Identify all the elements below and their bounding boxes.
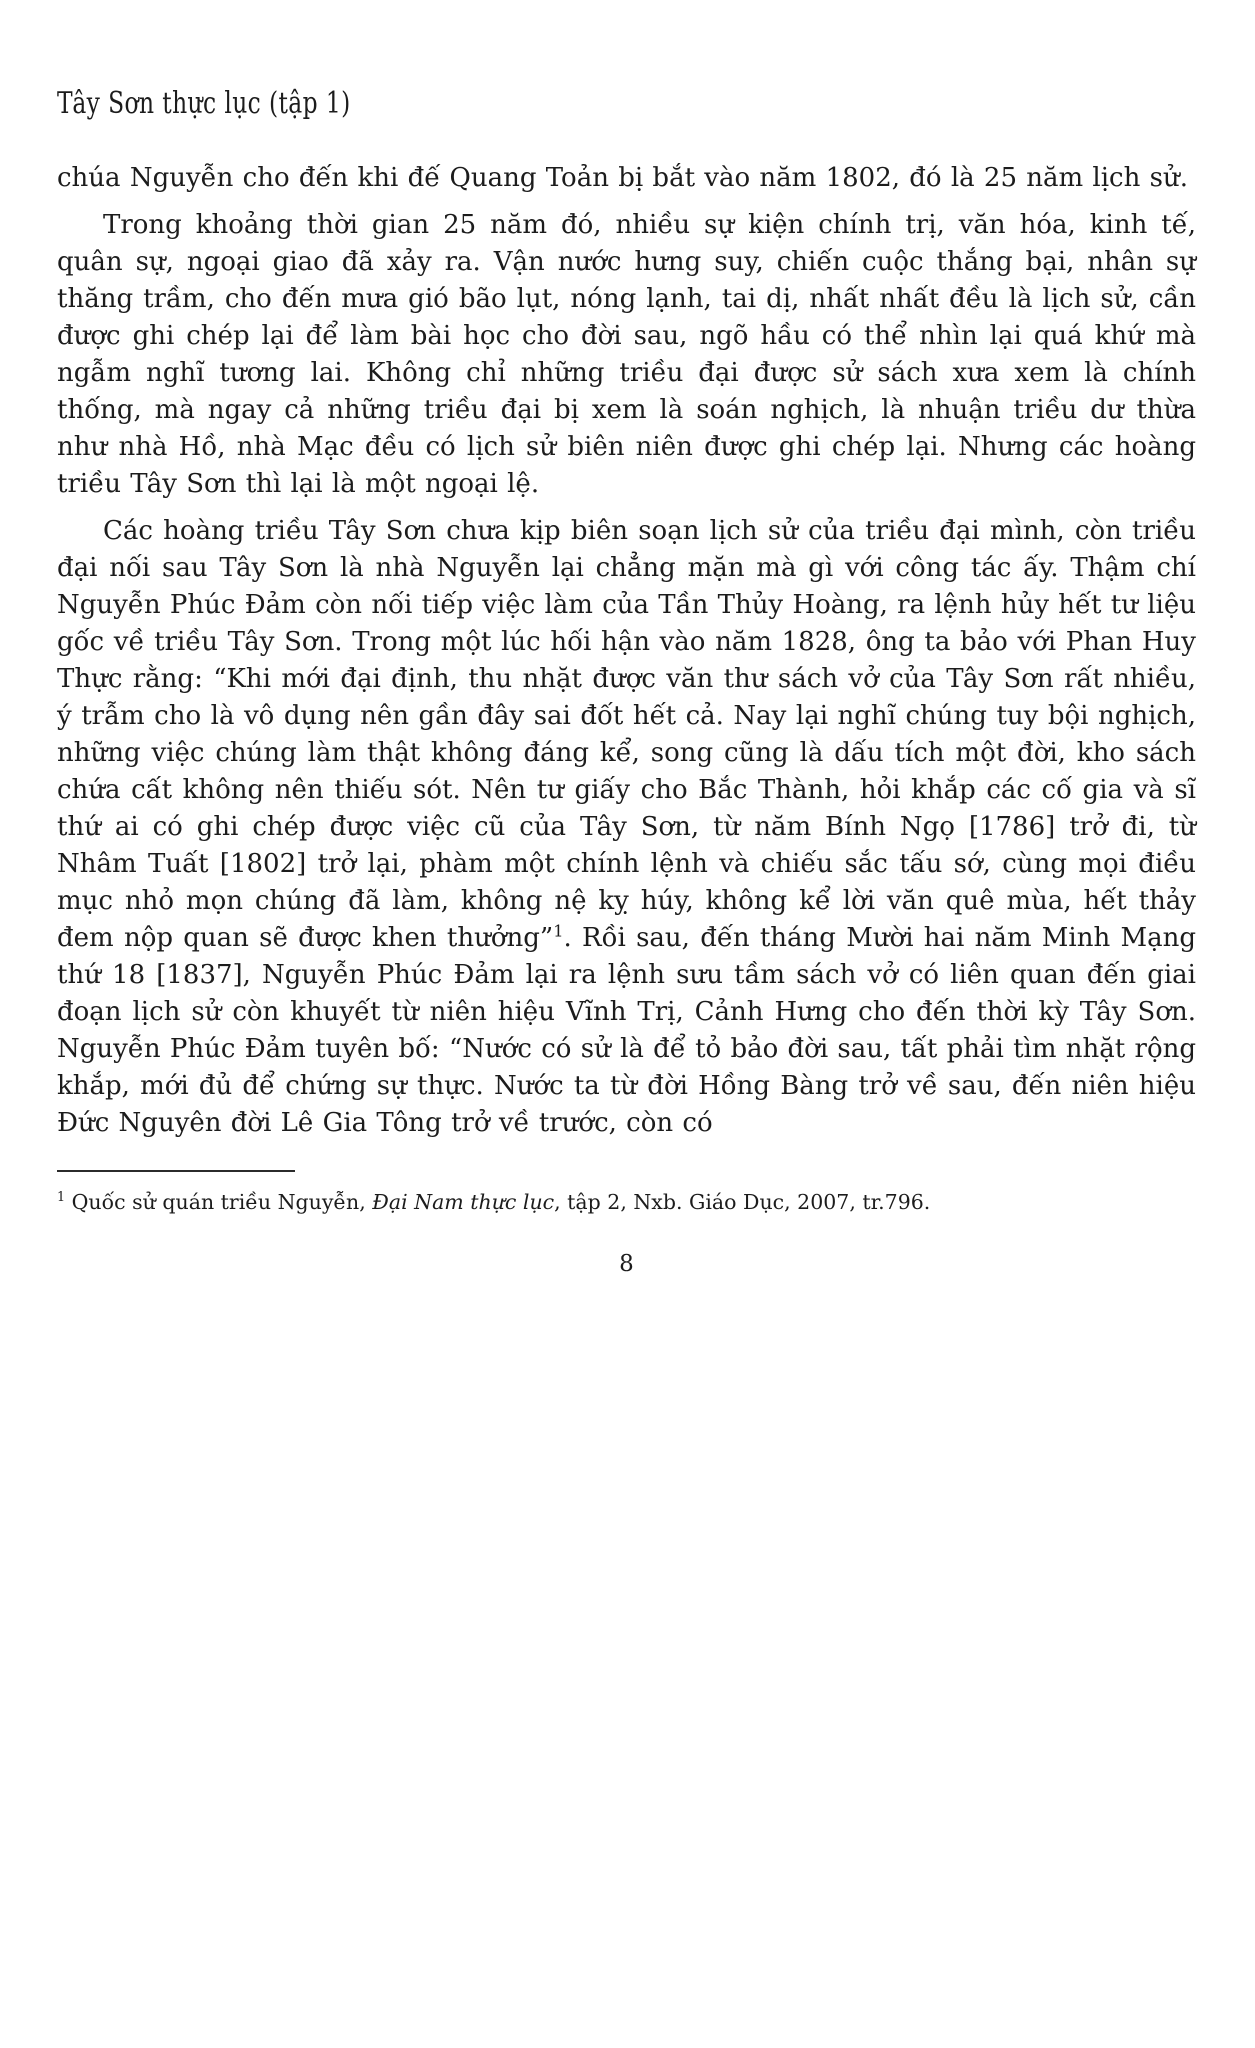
footnote-italic-text: Đại Nam thực lục bbox=[372, 1190, 555, 1214]
paragraph-2-text: Trong khoảng thời gian 25 năm đó, nhiều sự kiện chính trị, văn hóa, kinh tế, quân sự, ngoại giao đã xảy ra. Vận nước hưng suy, chiến cuộc thắng bại, nhân sự thăng trầm, cho đến mưa gió bão lụt, nóng lạnh, tai dị, nhất nhất đều là lịch sử, cần được ghi chép lại để làm bài học cho đời sau, ngõ hầu có thể nhìn lại quá khứ mà ngẫm nghĩ tương lai. Không chỉ những triều đại được sử sách xưa xem là chính thống, mà ngay cả những triều đại bị xem là soán nghịch, là nhuận triều dư thừa như nhà Hồ, nhà Mạc đều có lịch sử biên niên được ghi chép lại. Nhưng các hoàng triều Tây Sơn thì lại là một ngoại lệ. bbox=[57, 210, 1196, 499]
footnote-separator bbox=[57, 1170, 295, 1172]
footnote-text: Quốc sử quán triều Nguyễn, bbox=[65, 1190, 373, 1214]
paragraph-1 bbox=[57, 160, 1196, 197]
paragraph-3 bbox=[57, 513, 1196, 1142]
footnote-text bbox=[57, 1188, 1196, 1217]
running-header-title: Tây Sơn thực lục (tập 1) bbox=[57, 86, 351, 121]
footnote-text: , tập 2, Nxb. Giáo Dục, 2007, tr.796. bbox=[554, 1190, 931, 1214]
paragraph-1-text: chúa Nguyễn cho đến khi đế Quang Toản bị bắt vào năm 1802, đó là 25 năm lịch sử. bbox=[57, 163, 1188, 193]
paragraph-3-text: . Rồi sau, đến tháng Mười hai năm Minh Mạng thứ 18 [1837], Nguyễn Phúc Đảm lại ra lệnh sưu tầm sách vở có liên quan đến giai đoạn lịch sử còn khuyết từ niên hiệu Vĩnh Trị, Cảnh Hưng cho đến thời kỳ Tây Sơn. Nguyễn Phúc Đảm tuyên bố: “Nước có sử là để tỏ bảo đời sau, tất phải tìm nhặt rộng khắp, mới đủ để chứng sự thực. Nước ta từ đời Hồng Bàng trở về sau, đến niên hiệu Đức Nguyên đời Lê Gia Tông trở về trước, còn có bbox=[57, 923, 1197, 1138]
footnote-section bbox=[57, 1170, 1196, 1217]
body-paragraphs bbox=[57, 160, 1196, 1142]
paragraph-3-text: Các hoàng triều Tây Sơn chưa kịp biên soạn lịch sử của triều đại mình, còn triều đại nối sau Tây Sơn là nhà Nguyễn lại chẳng mặn mà gì với công tác ấy. Thậm chí Nguyễn Phúc Đảm còn nối tiếp việc làm của Tần Thủy Hoàng, ra lệnh hủy hết tư liệu gốc về triều Tây Sơn. Trong một lúc hối hận vào năm 1828, ông ta bảo với Phan Huy Thực rằng: “Khi mới đại định, thu nhặt được văn thư sách vở của Tây Sơn rất nhiều, ý trẫm cho là vô dụng nên gần đây sai đốt hết cả. Nay lại nghĩ chúng tuy bội nghịch, những việc chúng làm thật không đáng kể, song cũng là dấu tích một đời, kho sách chứa cất không nên thiếu sót. Nên tư giấy cho Bắc Thành, hỏi khắp các cố gia và sĩ thứ ai có ghi chép được việc cũ của Tây Sơn, từ năm Bính Ngọ [1786] trở đi, từ Nhâm Tuất [1802] trở lại, phàm một chính lệnh và chiếu sắc tấu sớ, cùng mọi điều mục nhỏ mọn chúng đã làm, không nệ kỵ húy, không kể lời văn quê mùa, hết thảy đem nộp quan sẽ được khen thưởng” bbox=[57, 516, 1196, 953]
paragraph-2 bbox=[57, 207, 1196, 503]
page-number: 8 bbox=[619, 1251, 634, 1277]
running-header bbox=[57, 86, 1196, 126]
footnote-superscript: 1 bbox=[57, 1189, 66, 1205]
paragraph-3-superscript: 1 bbox=[553, 921, 564, 941]
